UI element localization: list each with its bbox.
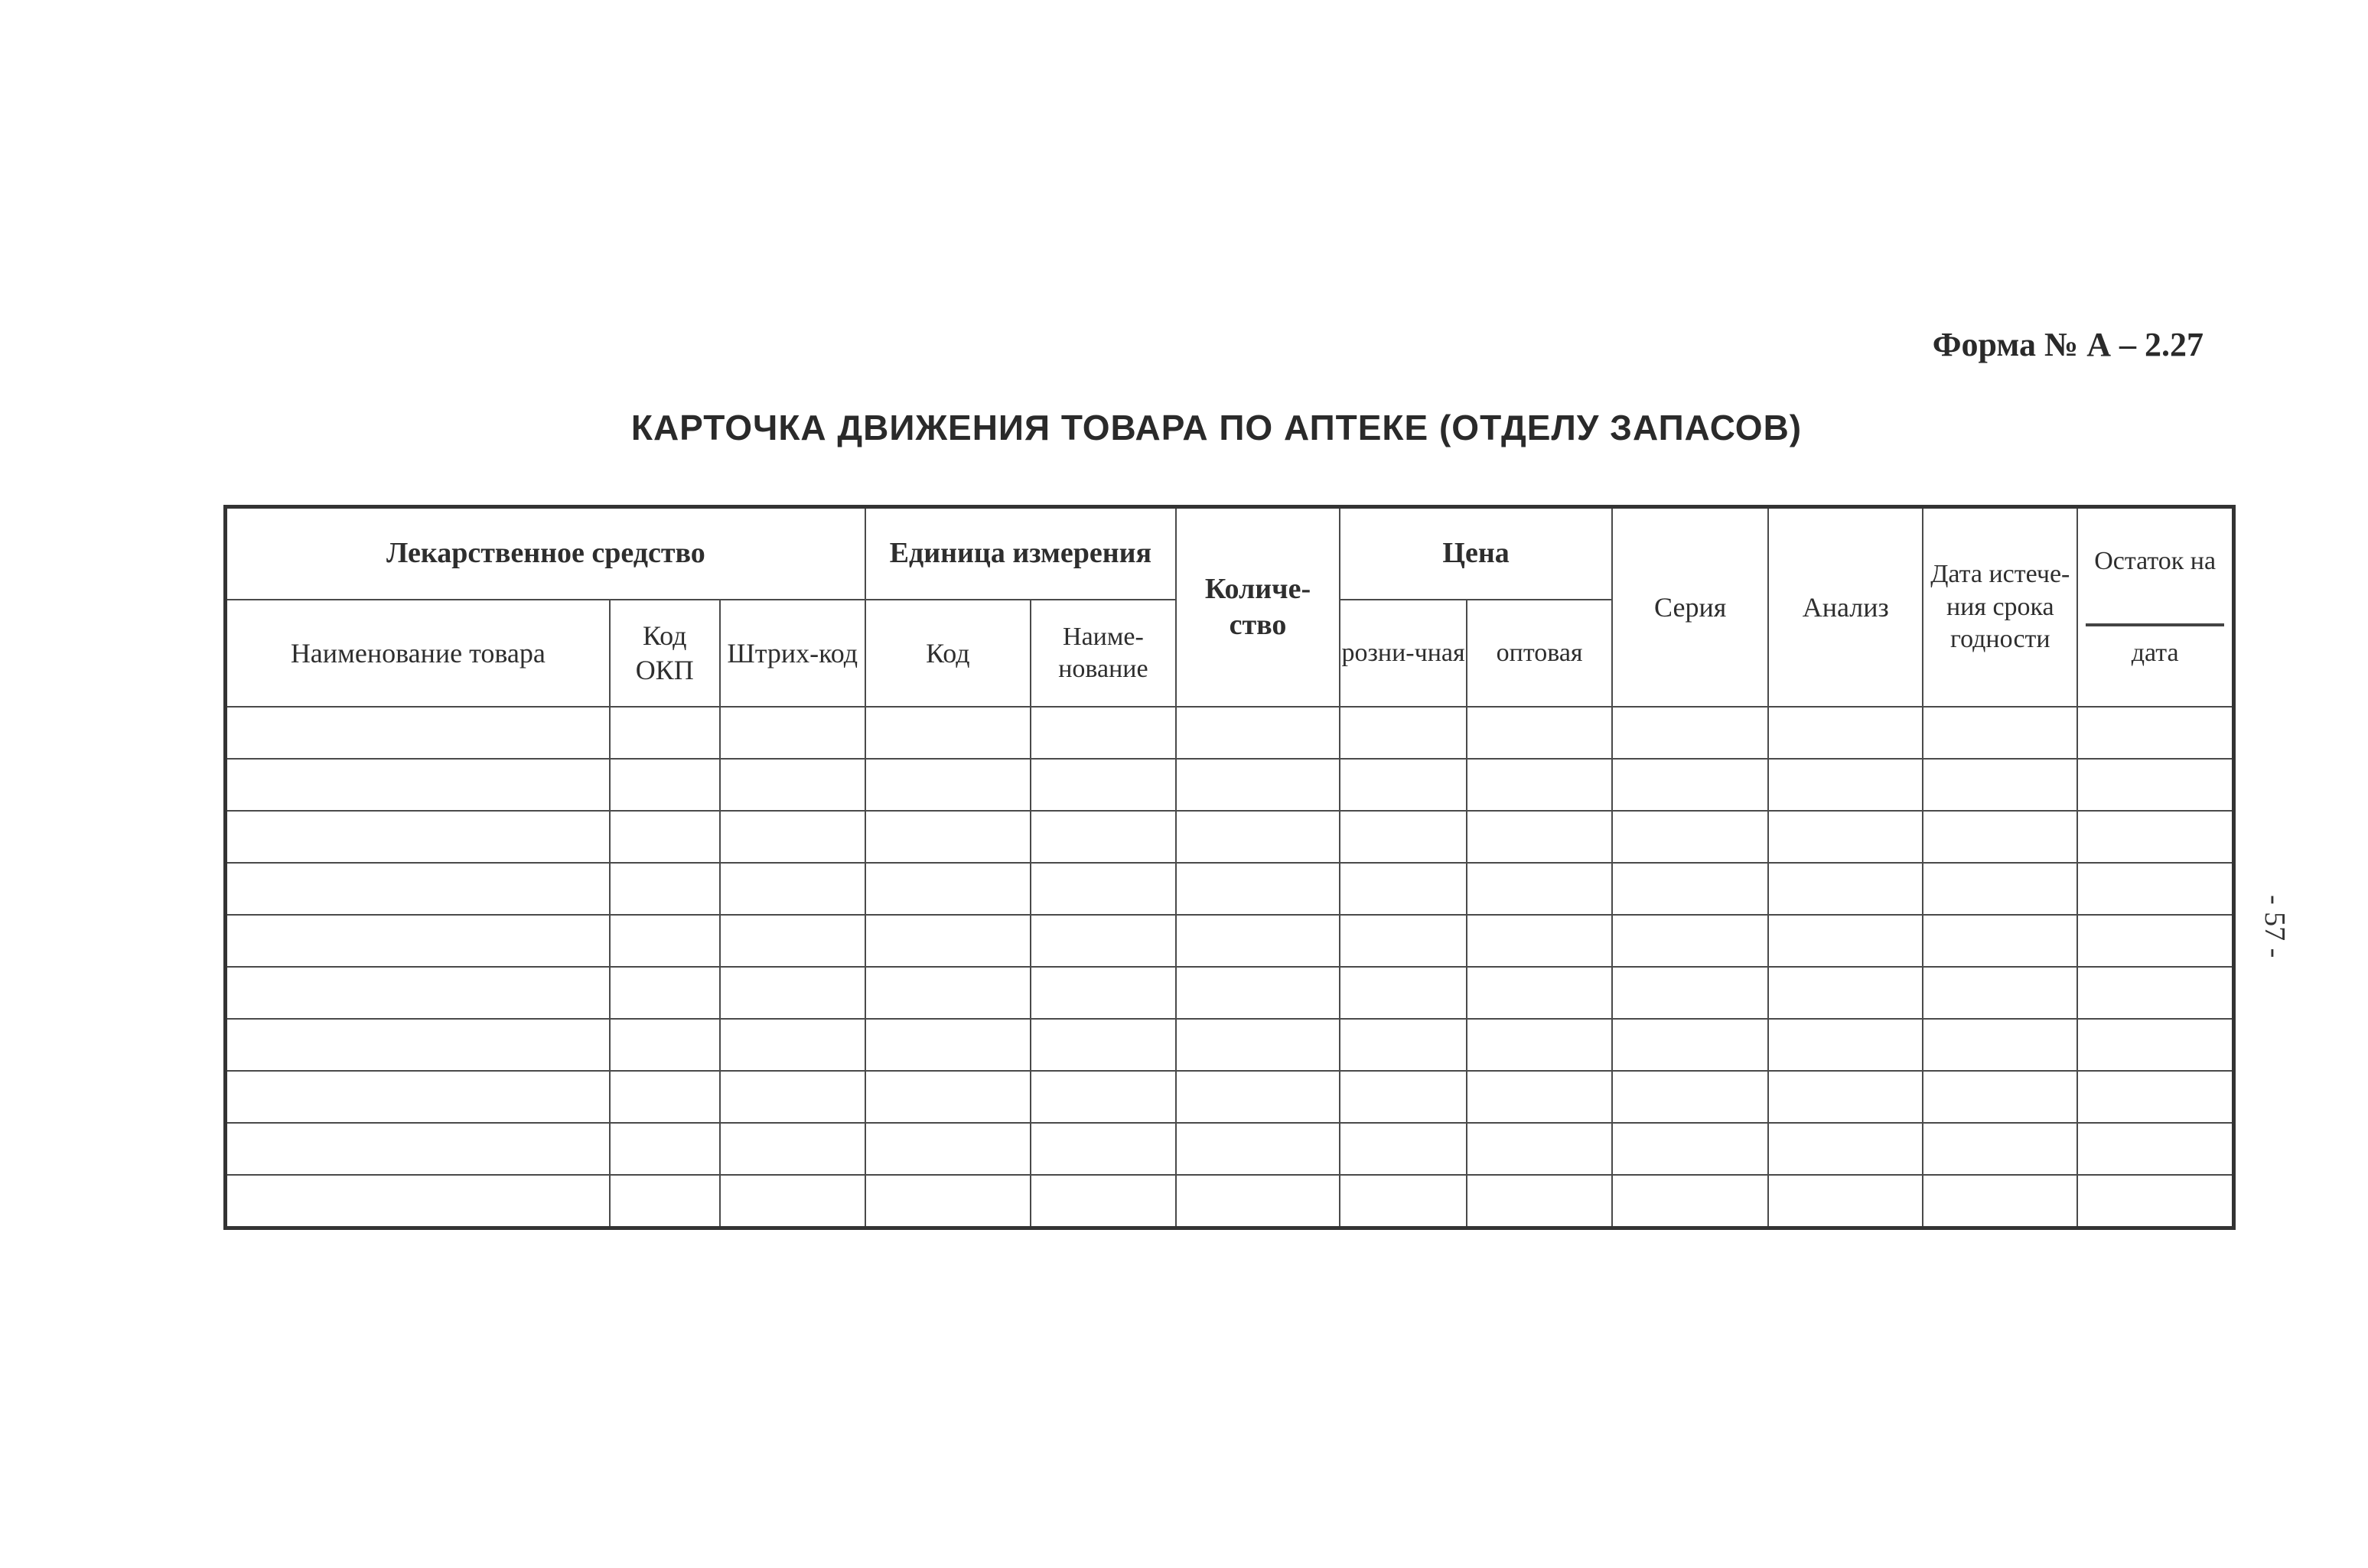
table-cell xyxy=(2077,811,2233,863)
col-unit-name: Наиме-нование xyxy=(1031,600,1176,707)
table-cell xyxy=(1923,1123,2077,1175)
table-cell xyxy=(1340,967,1467,1019)
table-cell xyxy=(720,707,865,759)
table-body xyxy=(226,707,2234,1228)
table-cell xyxy=(1768,1123,1923,1175)
table-cell xyxy=(1923,759,2077,811)
table-cell xyxy=(1176,1123,1340,1175)
table-cell xyxy=(865,863,1031,915)
table-cell xyxy=(1768,863,1923,915)
balance-divider xyxy=(2086,623,2224,626)
document-title: КАРТОЧКА ДВИЖЕНИЯ ТОВАРА ПО АПТЕКЕ (ОТДЕЛУ ЗАПАСОВ) xyxy=(630,408,1803,447)
table-cell xyxy=(720,915,865,967)
table-row xyxy=(226,915,2234,967)
table-cell xyxy=(2077,1123,2233,1175)
table-cell xyxy=(610,863,720,915)
table-cell xyxy=(226,1019,610,1071)
table-cell xyxy=(720,811,865,863)
table-cell xyxy=(1612,1019,1768,1071)
col-expiry-date: Дата истече-ния срока годности xyxy=(1923,507,2077,708)
col-group-medicine: Лекарственное средство xyxy=(226,507,865,600)
table-cell xyxy=(865,915,1031,967)
table-cell xyxy=(226,707,610,759)
table-cell xyxy=(1031,967,1176,1019)
form-number: Форма № А – 2.27 xyxy=(1932,326,2204,363)
table-row xyxy=(226,1019,2234,1071)
table-cell xyxy=(1923,811,2077,863)
product-movement-table xyxy=(223,505,2236,1230)
table-cell xyxy=(610,759,720,811)
table-cell xyxy=(1467,967,1612,1019)
table-cell xyxy=(865,811,1031,863)
col-price-wholesale: оптовая xyxy=(1467,600,1612,707)
table-cell xyxy=(1467,1019,1612,1071)
table-cell xyxy=(226,863,610,915)
table-cell xyxy=(1768,915,1923,967)
table-cell xyxy=(1768,1175,1923,1228)
table-cell xyxy=(1176,759,1340,811)
table-cell xyxy=(1467,759,1612,811)
table-cell xyxy=(610,1123,720,1175)
table-cell xyxy=(720,759,865,811)
table-cell xyxy=(1340,1123,1467,1175)
table-cell xyxy=(610,707,720,759)
table-cell xyxy=(2077,1071,2233,1123)
table-cell xyxy=(1031,863,1176,915)
table-row xyxy=(226,1071,2234,1123)
table-row xyxy=(226,707,2234,759)
table-row xyxy=(226,1175,2234,1228)
col-analysis: Анализ xyxy=(1768,507,1923,708)
table-cell xyxy=(2077,915,2233,967)
table-cell xyxy=(1612,1123,1768,1175)
table-cell xyxy=(1612,811,1768,863)
table-cell xyxy=(1340,1019,1467,1071)
table-cell xyxy=(2077,1175,2233,1228)
table-cell xyxy=(1467,1175,1612,1228)
table-cell xyxy=(865,1071,1031,1123)
header-row-groups xyxy=(226,507,2234,600)
table-cell xyxy=(1768,1071,1923,1123)
table-cell xyxy=(1340,1175,1467,1228)
table-cell xyxy=(1176,811,1340,863)
table-cell xyxy=(1923,915,2077,967)
table-cell xyxy=(610,967,720,1019)
table-cell xyxy=(610,811,720,863)
table-cell xyxy=(1768,811,1923,863)
table-cell xyxy=(1923,1175,2077,1228)
table-row xyxy=(226,759,2234,811)
col-quantity: Количе-ство xyxy=(1176,507,1340,708)
table-cell xyxy=(1031,759,1176,811)
table-cell xyxy=(865,1175,1031,1228)
table-cell xyxy=(1340,707,1467,759)
table-cell xyxy=(1923,863,2077,915)
table-cell xyxy=(865,1019,1031,1071)
col-series: Серия xyxy=(1612,507,1768,708)
table-cell xyxy=(610,1071,720,1123)
col-barcode: Штрих-код xyxy=(720,600,865,707)
table-cell xyxy=(1768,1019,1923,1071)
col-unit-code: Код xyxy=(865,600,1031,707)
table-cell xyxy=(1031,707,1176,759)
col-okp-code: Код ОКП xyxy=(610,600,720,707)
table-cell xyxy=(1176,707,1340,759)
table-cell xyxy=(226,759,610,811)
table-cell xyxy=(1612,967,1768,1019)
table-cell xyxy=(1612,1071,1768,1123)
table-cell xyxy=(1768,967,1923,1019)
table-cell xyxy=(865,967,1031,1019)
table-cell xyxy=(226,915,610,967)
table-cell xyxy=(1031,1123,1176,1175)
table-cell xyxy=(1467,811,1612,863)
table-cell xyxy=(2077,967,2233,1019)
table-cell xyxy=(1340,1071,1467,1123)
table-cell xyxy=(2077,863,2233,915)
table-row xyxy=(226,811,2234,863)
table-cell xyxy=(610,915,720,967)
table-cell xyxy=(1467,863,1612,915)
table-cell xyxy=(720,1019,865,1071)
table-cell xyxy=(1176,1019,1340,1071)
table-cell xyxy=(865,707,1031,759)
table-cell xyxy=(1031,1175,1176,1228)
table-cell xyxy=(1340,915,1467,967)
table-cell xyxy=(226,967,610,1019)
table-cell xyxy=(1923,967,2077,1019)
table-cell xyxy=(2077,759,2233,811)
table-cell xyxy=(1612,915,1768,967)
table-cell xyxy=(720,1175,865,1228)
table-cell xyxy=(1176,1071,1340,1123)
table-cell xyxy=(1923,1071,2077,1123)
table-row xyxy=(226,967,2234,1019)
table-cell xyxy=(1612,1175,1768,1228)
col-group-unit: Единица измерения xyxy=(865,507,1176,600)
table-cell xyxy=(720,1123,865,1175)
table-cell xyxy=(1176,1175,1340,1228)
table-cell xyxy=(1176,967,1340,1019)
table-cell xyxy=(1340,863,1467,915)
table-cell xyxy=(1612,707,1768,759)
col-price-retail: розни-чная xyxy=(1340,600,1467,707)
table-cell xyxy=(610,1175,720,1228)
table-cell xyxy=(1612,759,1768,811)
table-cell xyxy=(226,811,610,863)
table-cell xyxy=(226,1071,610,1123)
table-cell xyxy=(2077,1019,2233,1071)
table-cell xyxy=(1467,1071,1612,1123)
table-cell xyxy=(1340,759,1467,811)
table-cell xyxy=(1768,759,1923,811)
table-cell xyxy=(1031,1071,1176,1123)
col-group-price: Цена xyxy=(1340,507,1612,600)
table-cell xyxy=(1340,811,1467,863)
table-row xyxy=(226,863,2234,915)
col-balance-label: Остаток на xyxy=(2094,546,2217,575)
table-cell xyxy=(1467,707,1612,759)
table-cell xyxy=(865,759,1031,811)
table-cell xyxy=(226,1123,610,1175)
table-cell xyxy=(1923,1019,2077,1071)
table-cell xyxy=(720,1071,865,1123)
table-cell xyxy=(720,967,865,1019)
table-cell xyxy=(2077,707,2233,759)
table-cell xyxy=(1176,863,1340,915)
table-cell xyxy=(865,1123,1031,1175)
page-number: - 57 - xyxy=(2259,895,2291,958)
table-cell xyxy=(1176,915,1340,967)
table-cell xyxy=(226,1175,610,1228)
table-cell xyxy=(1923,707,2077,759)
table-cell xyxy=(1467,1123,1612,1175)
col-balance-date: дата xyxy=(2131,639,2179,667)
table-cell xyxy=(1031,915,1176,967)
table-cell xyxy=(1612,863,1768,915)
table-cell xyxy=(720,863,865,915)
col-product-name: Наименование товара xyxy=(226,600,610,707)
table-cell xyxy=(1031,1019,1176,1071)
table-row xyxy=(226,1123,2234,1175)
table-cell xyxy=(610,1019,720,1071)
table-cell xyxy=(1467,915,1612,967)
table-cell xyxy=(1768,707,1923,759)
table-cell xyxy=(1031,811,1176,863)
col-balance xyxy=(2077,507,2233,708)
